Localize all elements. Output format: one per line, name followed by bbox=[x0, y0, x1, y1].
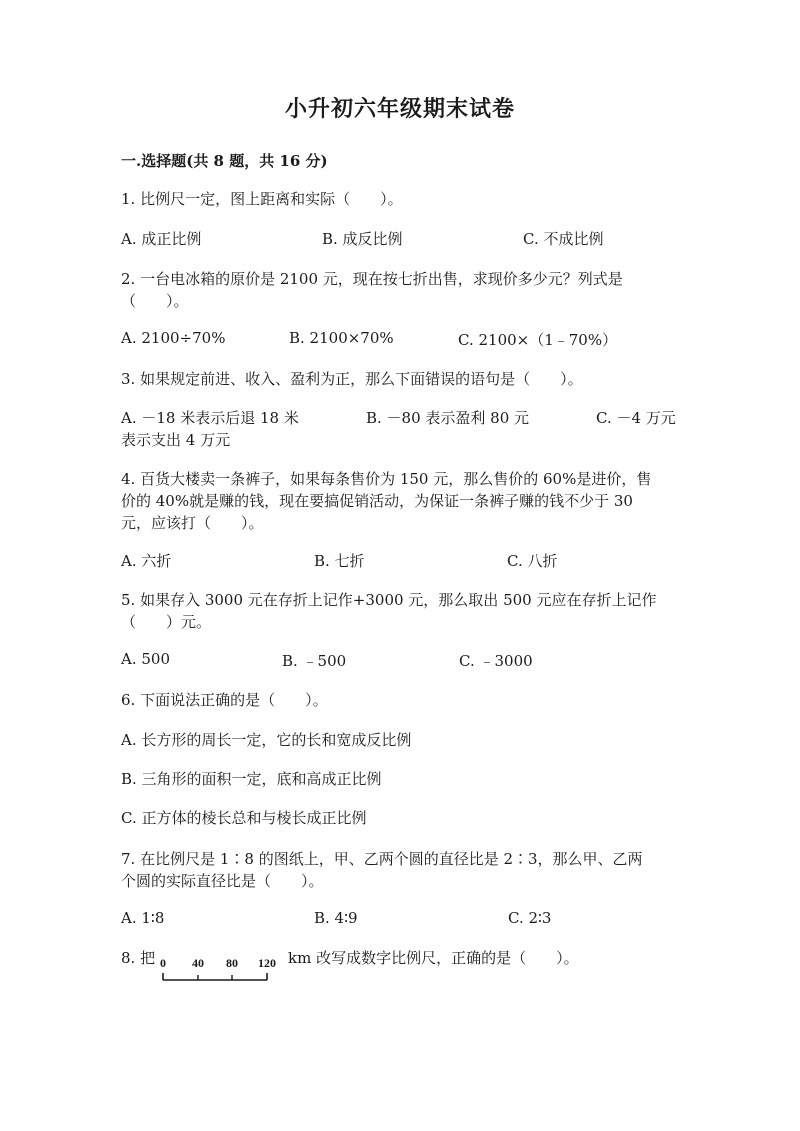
scale-label-0: 0 bbox=[160, 956, 166, 970]
q3-option-b: B. －80 表示盈利 80 元 bbox=[366, 409, 530, 427]
question-2-stem-line2: （ ）。 bbox=[121, 292, 189, 310]
section-heading: 一.选择题(共 8 题，共 16 分) bbox=[121, 152, 328, 170]
question-8-suffix: km 改写成数字比例尺，正确的是（ ）。 bbox=[288, 949, 579, 967]
question-6-stem: 6. 下面说法正确的是（ ）。 bbox=[121, 691, 328, 709]
q3-option-c-cont: 表示支出 4 万元 bbox=[121, 431, 231, 449]
q2-option-c: C. 2100×（1﹣70%） bbox=[458, 331, 618, 349]
q5-option-b: B. ﹣500 bbox=[282, 652, 347, 670]
question-8-prefix: 8. 把 bbox=[121, 949, 156, 967]
q2-option-b: B. 2100×70% bbox=[289, 329, 394, 347]
question-7-stem-line1: 7. 在比例尺是 1∶8 的图纸上，甲、乙两个圆的直径比是 2∶3，那么甲、乙两 bbox=[121, 850, 643, 868]
q4-option-b: B. 七折 bbox=[314, 552, 365, 570]
question-5-stem-line2: （ ）元。 bbox=[121, 613, 212, 631]
q3-option-c: C. －4 万元 bbox=[596, 409, 676, 427]
q2-option-a: A. 2100÷70% bbox=[121, 329, 226, 347]
question-4-stem-line1: 4. 百货大楼卖一条裤子，如果每条售价为 150 元，那么售价的 60%是进价，售 bbox=[121, 470, 652, 488]
line-scale-diagram bbox=[160, 956, 280, 984]
q7-option-b: B. 4∶9 bbox=[314, 909, 358, 927]
page-title: 小升初六年级期末试卷 bbox=[284, 96, 515, 122]
q6-option-c: C. 正方体的棱长总和与棱长成正比例 bbox=[121, 809, 367, 827]
q7-option-c: C. 2∶3 bbox=[508, 909, 552, 927]
q1-option-c: C. 不成比例 bbox=[523, 230, 604, 248]
question-4-stem-line3: 元，应该打（ ）。 bbox=[121, 514, 264, 532]
question-1-stem: 1. 比例尺一定，图上距离和实际（ ）。 bbox=[121, 190, 403, 208]
q5-option-a: A. 500 bbox=[121, 650, 170, 668]
question-7-stem-line2: 个圆的实际直径比是（ ）。 bbox=[121, 872, 324, 890]
q5-option-c: C. ﹣3000 bbox=[459, 652, 533, 670]
scale-label-40: 40 bbox=[192, 956, 204, 970]
question-3-stem: 3. 如果规定前进、收入、盈利为正，那么下面错误的语句是（ ）。 bbox=[121, 370, 583, 388]
question-4-stem-line2: 价的 40%就是赚的钱，现在要搞促销活动，为保证一条裤子赚的钱不少于 30 bbox=[121, 492, 633, 510]
question-5-stem-line1: 5. 如果存入 3000 元在存折上记作+3000 元，那么取出 500 元应在存折上记作 bbox=[121, 591, 657, 609]
q6-option-a: A. 长方形的周长一定，它的长和宽成反比例 bbox=[121, 731, 412, 749]
q1-option-a: A. 成正比例 bbox=[121, 230, 202, 248]
scale-label-120: 120 bbox=[258, 956, 276, 970]
q1-option-b: B. 成反比例 bbox=[322, 230, 403, 248]
q4-option-a: A. 六折 bbox=[121, 552, 172, 570]
q7-option-a: A. 1∶8 bbox=[121, 909, 165, 927]
question-2-stem-line1: 2. 一台电冰箱的原价是 2100 元，现在按七折出售，求现价多少元？列式是 bbox=[121, 270, 623, 288]
q6-option-b: B. 三角形的面积一定，底和高成正比例 bbox=[121, 770, 382, 788]
scale-label-80: 80 bbox=[226, 956, 238, 970]
q4-option-c: C. 八折 bbox=[507, 552, 558, 570]
q3-option-a: A. －18 米表示后退 18 米 bbox=[121, 409, 299, 427]
